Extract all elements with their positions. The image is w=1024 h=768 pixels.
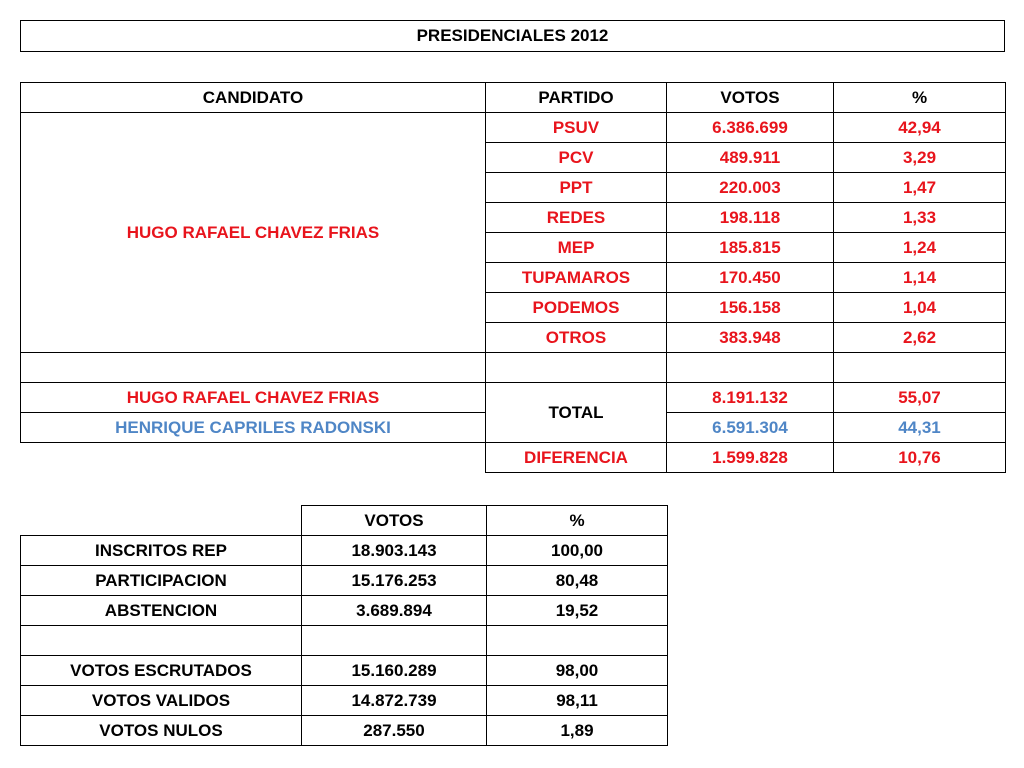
party-votes: 489.911 xyxy=(667,143,834,173)
empty-row xyxy=(21,626,668,656)
party-votes: 170.450 xyxy=(667,263,834,293)
summary-votes: 15.160.289 xyxy=(302,656,487,686)
empty-cell xyxy=(486,353,667,383)
summary-label: VOTOS ESCRUTADOS xyxy=(21,656,302,686)
party-votes: 185.815 xyxy=(667,233,834,263)
header-partido: PARTIDO xyxy=(486,83,667,113)
summary-pct: 80,48 xyxy=(487,566,668,596)
summary-votes: 15.176.253 xyxy=(302,566,487,596)
page-title: PRESIDENCIALES 2012 xyxy=(21,21,1005,52)
party-votes: 6.386.699 xyxy=(667,113,834,143)
summary-row xyxy=(21,596,668,626)
party-pct: 1,47 xyxy=(834,173,1006,203)
party-pct: 1,33 xyxy=(834,203,1006,233)
diferencia-label: DIFERENCIA xyxy=(486,443,667,473)
summary-row xyxy=(21,536,668,566)
summary-pct: 98,00 xyxy=(487,656,668,686)
empty-cell xyxy=(302,626,487,656)
party-votes: 156.158 xyxy=(667,293,834,323)
summary-votes: 14.872.739 xyxy=(302,686,487,716)
total-pct-capriles: 44,31 xyxy=(834,413,1006,443)
party-pct: 1,14 xyxy=(834,263,1006,293)
diferencia-votes: 1.599.828 xyxy=(667,443,834,473)
party-name: OTROS xyxy=(486,323,667,353)
total-row-chavez xyxy=(21,383,1006,413)
empty-cell xyxy=(21,353,486,383)
total-candidate-chavez: HUGO RAFAEL CHAVEZ FRIAS xyxy=(21,383,486,413)
empty-cell xyxy=(834,353,1006,383)
results-header-row xyxy=(21,83,1006,113)
summary-header-row xyxy=(21,506,668,536)
total-votes-chavez: 8.191.132 xyxy=(667,383,834,413)
diferencia-pct: 10,76 xyxy=(834,443,1006,473)
total-candidate-capriles: HENRIQUE CAPRILES RADONSKI xyxy=(21,413,486,443)
summary-label: VOTOS VALIDOS xyxy=(21,686,302,716)
party-pct: 1,24 xyxy=(834,233,1006,263)
summary-label: INSCRITOS REP xyxy=(21,536,302,566)
total-label: TOTAL xyxy=(486,383,667,443)
party-votes: 383.948 xyxy=(667,323,834,353)
summary-votes: 3.689.894 xyxy=(302,596,487,626)
title-table xyxy=(20,20,1005,52)
party-name: PODEMOS xyxy=(486,293,667,323)
total-votes-capriles: 6.591.304 xyxy=(667,413,834,443)
summary-pct: 100,00 xyxy=(487,536,668,566)
empty-cell xyxy=(21,626,302,656)
summary-votes: 18.903.143 xyxy=(302,536,487,566)
party-name: MEP xyxy=(486,233,667,263)
diferencia-row xyxy=(21,443,1006,473)
party-name: PCV xyxy=(486,143,667,173)
summary-label: PARTICIPACION xyxy=(21,566,302,596)
summary-row xyxy=(21,686,668,716)
candidate-chavez-cell: HUGO RAFAEL CHAVEZ FRIAS xyxy=(21,113,486,353)
party-name: PSUV xyxy=(486,113,667,143)
party-row xyxy=(21,113,1006,143)
party-pct: 3,29 xyxy=(834,143,1006,173)
header-candidato: CANDIDATO xyxy=(21,83,486,113)
summary-header-votos: VOTOS xyxy=(302,506,487,536)
party-votes: 198.118 xyxy=(667,203,834,233)
empty-row xyxy=(21,353,1006,383)
summary-pct: 19,52 xyxy=(487,596,668,626)
empty-cell xyxy=(487,626,668,656)
empty-cell xyxy=(667,353,834,383)
blank-cell xyxy=(21,506,302,536)
party-pct: 1,04 xyxy=(834,293,1006,323)
party-name: PPT xyxy=(486,173,667,203)
summary-votes: 287.550 xyxy=(302,716,487,746)
party-pct: 42,94 xyxy=(834,113,1006,143)
results-table xyxy=(20,82,1006,473)
summary-table xyxy=(20,505,668,746)
party-votes: 220.003 xyxy=(667,173,834,203)
party-pct: 2,62 xyxy=(834,323,1006,353)
summary-label: VOTOS NULOS xyxy=(21,716,302,746)
party-name: TUPAMAROS xyxy=(486,263,667,293)
total-pct-chavez: 55,07 xyxy=(834,383,1006,413)
summary-row xyxy=(21,716,668,746)
summary-pct: 1,89 xyxy=(487,716,668,746)
header-votos: VOTOS xyxy=(667,83,834,113)
blank-cell xyxy=(21,443,486,473)
summary-header-pct: % xyxy=(487,506,668,536)
summary-row xyxy=(21,656,668,686)
header-pct: % xyxy=(834,83,1006,113)
party-name: REDES xyxy=(486,203,667,233)
summary-pct: 98,11 xyxy=(487,686,668,716)
summary-row xyxy=(21,566,668,596)
summary-label: ABSTENCION xyxy=(21,596,302,626)
